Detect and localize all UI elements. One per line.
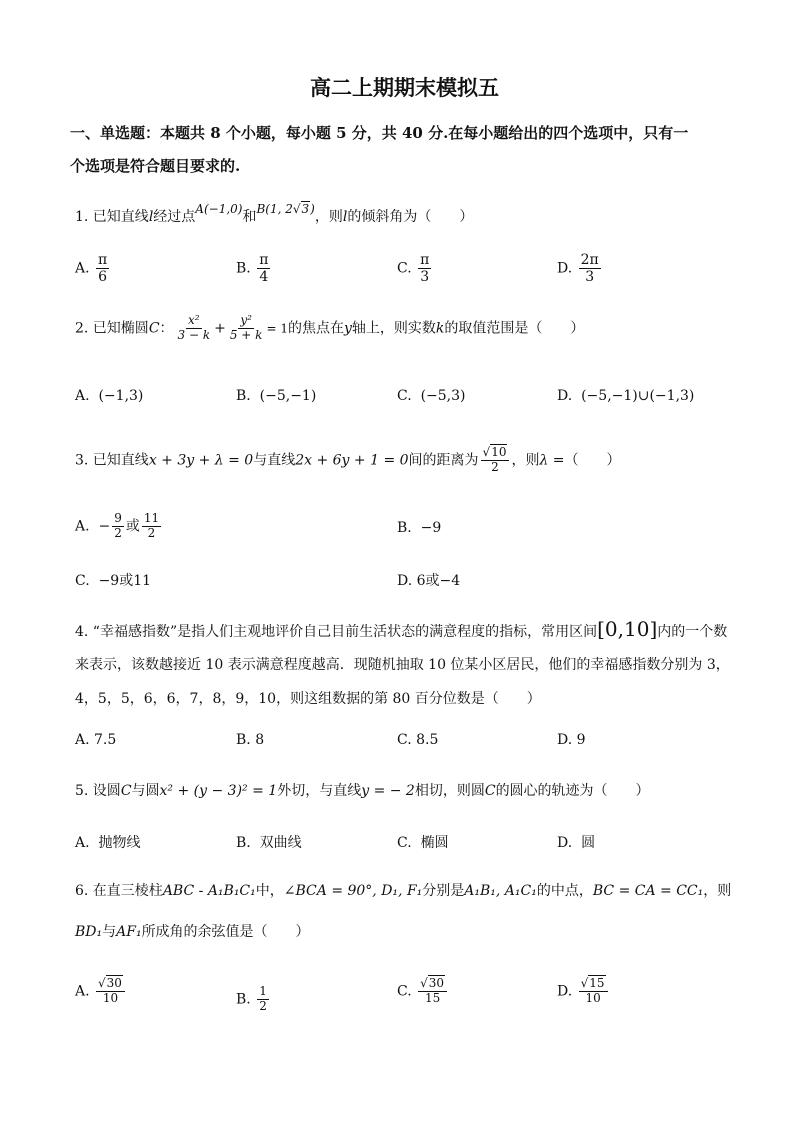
q6-option-c[interactable]: C. $\frac{√30}{15}$	[397, 977, 449, 1006]
q1-option-d[interactable]: D. $\frac{2\pi}{3}$	[557, 252, 599, 286]
question-6-line2: BD₁与AF₁所成角的余弦值是（ ）	[75, 924, 310, 940]
q1-and: 和	[242, 209, 257, 225]
q3-option-d[interactable]: D. 6或−4	[397, 573, 461, 589]
question-4-line2: 来表示，该数越接近 10 表示满意程度越高．现随机抽取 10 位某小区居民，他们的幸福感指数分别为 3，	[75, 657, 730, 673]
q1-prefix: 1. 已知直线	[75, 209, 149, 225]
q2-option-b[interactable]: B. (−5,−1)	[236, 388, 317, 404]
q5-option-c[interactable]: C. 椭圆	[397, 835, 449, 851]
q3-distance-frac: $\frac{√10}{2}$	[481, 446, 510, 475]
q4-option-b[interactable]: B. 8	[236, 732, 265, 748]
q3-option-c[interactable]: C. −9或11	[75, 573, 152, 589]
q1-mid3: 的倾斜角为（ ）	[347, 209, 474, 225]
q1-point-b: B(1, 2√3)	[256, 202, 315, 216]
q1-option-c[interactable]: C. $\frac{\pi}{3}$	[397, 252, 430, 286]
q1-var-l: l	[148, 209, 154, 225]
q2-frac-1: $\frac{\text{x²}}{3 - k}$	[177, 313, 211, 342]
question-4-line3: 4，5，5，6，6，7，8，9，10，则这组数据的第 80 百分位数是（ ）	[75, 691, 541, 707]
q1-option-b[interactable]: B. $\frac{\pi}{4}$	[236, 252, 269, 286]
question-1	[75, 202, 474, 226]
q2-frac-2: $\frac{\text{y²}}{5 + k}$	[229, 313, 263, 342]
q1-var-l-2: l	[342, 209, 348, 225]
q1-point-a: A(−1,0)	[195, 202, 243, 216]
q6-option-d[interactable]: D. $\frac{√15}{10}$	[557, 977, 610, 1006]
q6-option-a[interactable]: A. $\frac{√30}{10}$	[75, 977, 127, 1006]
question-2: 2. 已知椭圆C： $\frac{\text{x²}}{3 - k}$ + $\frac{\text{y²}}{5 + k}$ = 1的焦点在y轴上，则实数k的取值范围是（ ）	[75, 313, 585, 342]
question-5: 5. 设圆C与圆x² + (y − 3)² = 1外切，与直线y = − 2相切，则圆C的圆心的轨迹为（ ）	[75, 783, 650, 799]
section-header-line1: 一、单选题：本题共 8 个小题，每小题 5 分，共 40 分.在每小题给出的四个选项中，只有一	[70, 124, 689, 142]
q6-option-b[interactable]: B. $\frac{1}{2}$	[236, 984, 267, 1013]
q5-option-d[interactable]: D. 圆	[557, 835, 596, 851]
q2-option-a[interactable]: A. (−1,3)	[75, 388, 144, 404]
q1-mid1: 经过点	[153, 209, 196, 225]
q2-option-c[interactable]: C. (−5,3)	[397, 388, 466, 404]
q2-option-d[interactable]: D. (−5,−1)∪(−1,3)	[557, 388, 695, 404]
q5-option-a[interactable]: A. 抛物线	[75, 835, 141, 851]
question-6-line1: 6. 在直三棱柱ABC - A₁B₁C₁中，∠BCA = 90°, D₁, F₁分别是A₁B₁, A₁C₁的中点，BC = CA = CC₁，则	[75, 883, 732, 899]
q5-option-b[interactable]: B. 双曲线	[236, 835, 302, 851]
q1-option-a[interactable]: A. $\frac{\pi}{6}$	[75, 252, 108, 286]
q4-option-a[interactable]: A. 7.5	[75, 732, 117, 748]
question-4-line1: 4. “幸福感指数”是指人们主观地评价自己目前生活状态的满意程度的指标，常用区间[0,10]内的一个数	[75, 617, 728, 641]
question-3: 3. 已知直线x + 3y + λ = 0与直线2x + 6y + 1 = 0间的距离为 $\frac{√10}{2}$ ，则λ =（ ）	[75, 445, 621, 474]
q4-option-d[interactable]: D. 9	[557, 732, 586, 748]
q4-option-c[interactable]: C. 8.5	[397, 732, 439, 748]
q1-mid2: ，则	[314, 209, 343, 225]
q3-option-b[interactable]: B. −9	[397, 520, 442, 536]
page-title: 高二上期期末模拟五	[310, 75, 499, 100]
section-header-line2: 个选项是符合题目要求的.	[70, 157, 241, 175]
q3-option-a[interactable]: A. − $\frac{9}{2}$ 或 $\frac{11}{2}$	[75, 511, 160, 540]
